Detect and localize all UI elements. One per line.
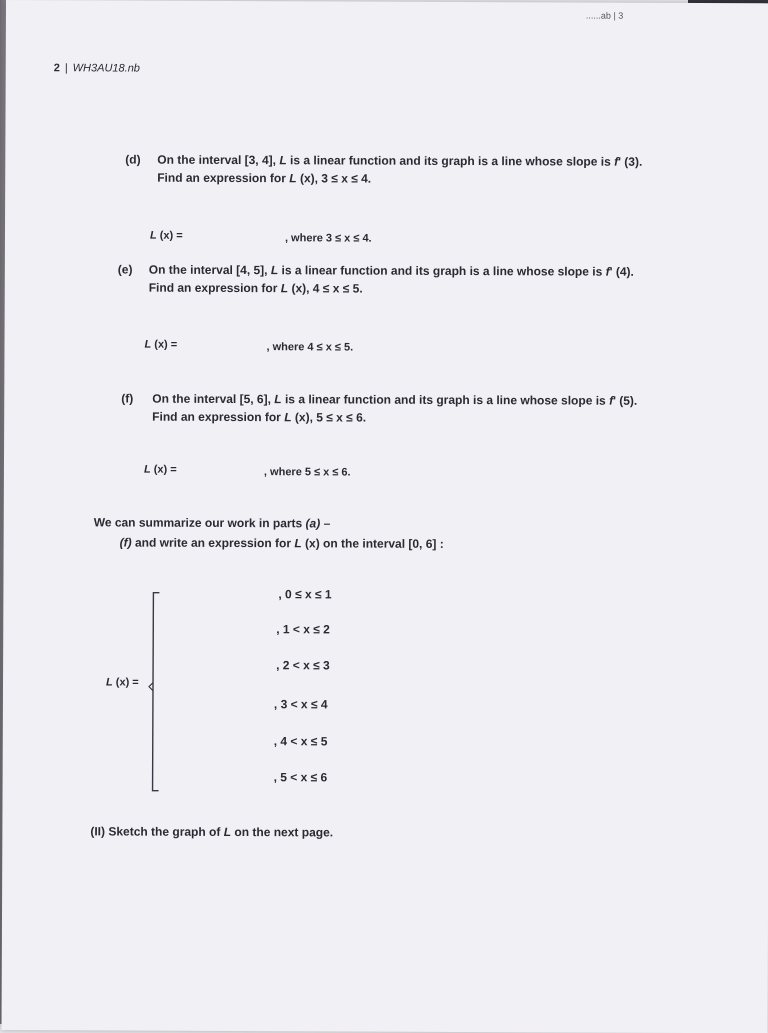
page-number: 2 [53,62,60,75]
part-d-question-line-1: On the interval [3, 4], L is a linear function and its graph is a line whose slope is f' (3). [157,152,643,169]
part-e-answer-lhs: L (x) = [144,338,178,351]
part-e-answer-condition: , where 4 ≤ x ≤ 5. [266,341,354,354]
worksheet-page [2,0,768,1033]
piecewise-case-4-5: , 4 < x ≤ 5 [273,734,328,749]
part-d-question-line-2: Find an expression for L (x), 3 ≤ x ≤ 4. [157,170,372,186]
piecewise-case-3-4: , 3 < x ≤ 4 [273,697,328,712]
piecewise-case-5-6: , 5 < x ≤ 6 [273,770,328,785]
part-f-question-line-1: On the interval [5, 6], L is a linear function and its graph is a line whose slope is f' (5). [152,391,638,408]
notebook-filename: WH3AU18.nb [72,62,140,75]
part-f-answer-lhs: L (x) = [143,463,177,476]
part-f-label: (f) [121,391,134,406]
part-f-question-line-2: Find an expression for L (x), 5 ≤ x ≤ 6. [152,409,367,425]
part-e-question-line-2: Find an expression for L (x), 4 ≤ x ≤ 5. [148,280,363,296]
piecewise-case-1-2: , 1 < x ≤ 2 [276,622,330,637]
summary-line-2: (f) and write an expression for L (x) on the interval [0, 6] : [119,535,444,551]
part-e-question-line-1: On the interval [4, 5], L is a linear function and its graph is a line whose slope is f' (4). [148,262,634,279]
piecewise-case-2-3: , 2 < x ≤ 3 [276,658,330,673]
summary-line-1: We can summarize our work in parts (a) – [93,515,331,531]
part-e-label: (e) [117,262,133,277]
page-header [54,62,140,74]
part-d-answer-condition: , where 3 ≤ x ≤ 4. [284,232,372,245]
header-separator: | [64,62,68,75]
previous-page-footer: ......ab | 3 [585,10,624,21]
piecewise-lhs: L (x) = [105,676,139,689]
piecewise-brace [143,591,168,796]
piecewise-case-0-1: , 0 ≤ x ≤ 1 [278,587,332,602]
part-f-answer-condition: , where 5 ≤ x ≤ 6. [263,466,351,479]
part-d-label: (d) [125,152,141,167]
sketch-instruction: (II) Sketch the graph of L on the next page. [90,824,334,840]
part-d-answer-lhs: L (x) = [149,229,183,242]
